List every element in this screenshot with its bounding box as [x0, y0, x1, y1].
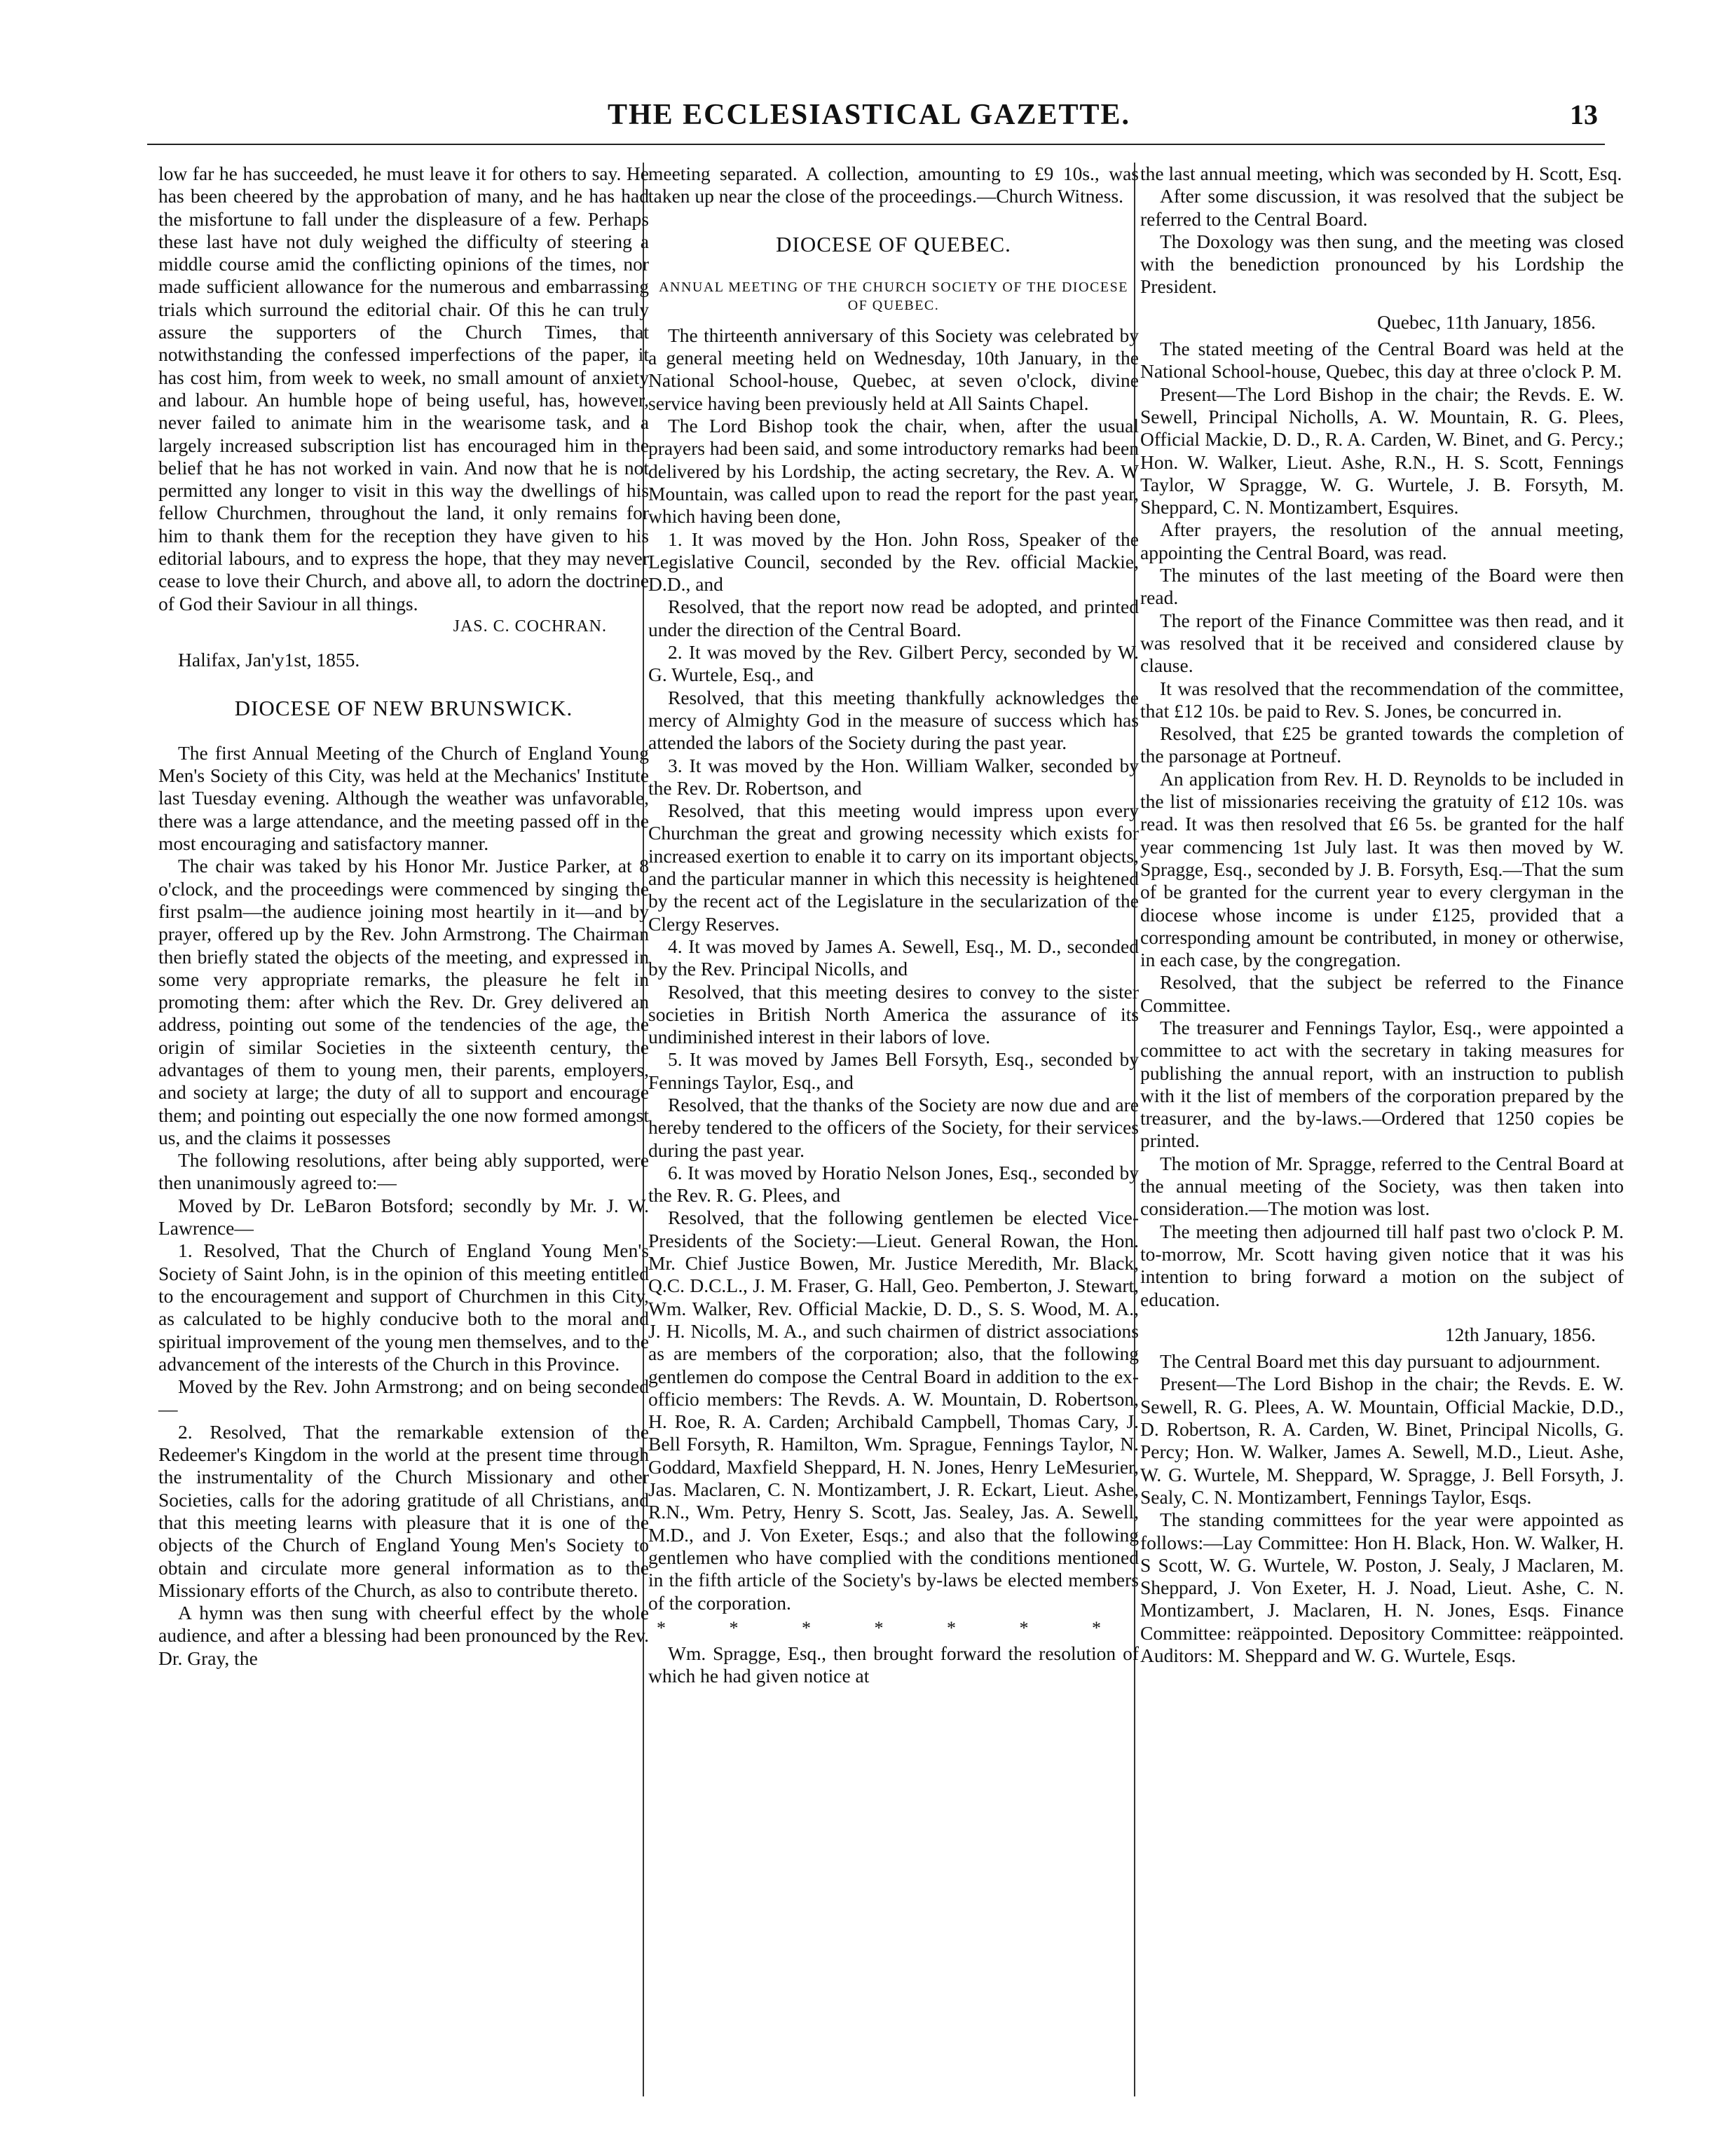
article-paragraph: 5. It was moved by James Bell Forsyth, Esq., seconded by Fennings Taylor, Esq., and	[648, 1048, 1139, 1093]
article-paragraph: After prayers, the resolution of the annual meeting, appointing the Central Board, was read.	[1140, 519, 1624, 563]
article-paragraph: meeting separated. A collection, amounting to £9 10s., was taken up near the close of the proceedings.—Church Witness.	[648, 163, 1139, 207]
article-paragraph: Moved by Dr. LeBaron Botsford; secondly by Mr. J. W. Lawrence—	[158, 1194, 649, 1240]
article-paragraph: low far he has succeeded, he must leave it for others to say. He has been cheered by the approbation of many, and he has had the misfortune to fall under the displeasure of a few. Perhaps these last have not duly weighed the difficulty of steering a middle course amid the conflicting opinions of the times, nor made sufficient allowance for the numerous and embarrassing trials which surround the editorial chair. Of this he can truly assure the supporters of the Church Times, that notwithstanding the confessed imperfections of the paper, it has cost him, from week to week, no small amount of anxiety and labour. An humble hope of being useful, has, however, never failed to animate him in the wearisome task, and a largely increased subscription list has encouraged him in the belief that he has not worked in vain. And now that he is not permitted any longer to visit in this way the dwellings of his fellow Churchmen, throughout the land, it only remains for him to thank them for the reception they have given to his editorial labours, and to express the hope, that they may never cease to love their Church, and above all, to adorn the doctrine of God their Saviour in all things.	[158, 163, 649, 614]
article-paragraph: Resolved, that £25 be granted towards the completion of the parsonage at Portneuf.	[1140, 722, 1624, 767]
newspaper-title: THE ECCLESIASTICAL GAZETTE.	[607, 99, 1131, 131]
article-paragraph: The standing committees for the year were appointed as follows:—Lay Committee: Hon H. Black, Hon. W. Walker, H. S Scott, W. G. Wurtele, W. Poston, J. Sealy, J Maclaren, M. Sheppard, J. Von Exeter, H. J. Noad, Lieut. Ashe, C. N. Montizambert, J. Maclaren, H. N. Jones, Esqs. Finance Committee: reäppointed. Depository Committee: reäppointed. Auditors: M. Sheppard and W. G. Wurtele, Esqs.	[1140, 1509, 1624, 1666]
page-header	[140, 98, 1598, 140]
column-2	[648, 163, 1139, 1688]
article-paragraph: A hymn was then sung with cheerful effect by the whole audience, and after a blessing had been pronounced by the Rev. Dr. Gray, the	[158, 1602, 649, 1669]
article-paragraph: Resolved, that the following gentlemen be elected Vice-Presidents of the Society:—Lieut. General Rowan, the Hon. Mr. Chief Justice Bowen, Mr. Justice Meredith, Mr. Black, Q.C. D.C.L., J. M. Fraser, G. Hall, Geo. Pemberton, J. Stewart, Wm. Walker, Rev. Official Mackie, D. D., S. S. Wood, M. A., J. H. Nicolls, M. A., and such chairmen of district associations as are members of the corporation; also, that the following gentlemen do compose the Central Board in addition to the ex-officio members: The Revds. A. W. Mountain, D. Robertson, H. Roe, R. A. Carden; Archibald Campbell, Thomas Cary, J. Bell Forsyth, R. Hamilton, Wm. Sprague, Fennings Taylor, N. Goddard, Maxfield Sheppard, H. N. Jones, Henry LeMesurier, Jas. Maclaren, C. N. Montizambert, J. R. Eckart, Lieut. Ashe, R.N., Wm. Petry, Henry S. Scott, Jas. Sealey, Jas. A. Sewell, M.D., and J. Von Exeter, Esqs.; and also that the following gentlemen who have complied with the conditions mentioned in the fifth article of the Society's by-laws be elected members of the corporation.	[648, 1207, 1139, 1614]
article-paragraph: Resolved, that the report now read be adopted, and printed under the direction of the Central Board.	[648, 596, 1139, 640]
article-paragraph: 2. It was moved by the Rev. Gilbert Percy, seconded by W. G. Wurtele, Esq., and	[648, 641, 1139, 686]
article-paragraph: Resolved, that the thanks of the Society are now due and are hereby tendered to the officers of the Society, for their services during the past year.	[648, 1093, 1139, 1161]
article-paragraph: Present—The Lord Bishop in the chair; the Revds. E. W. Sewell, Principal Nicholls, A. W. Mountain, R. G. Plees, Official Mackie, D. D., R. A. Carden, W. Binet, and G. Percy.; Hon. W. Walker, Lieut. Ashe, R.N., H. S. Scott, Fennings Taylor, W Spragge, W. G. Wurtele, J. B. Forsyth, M. Sheppard, C. N. Montizambert, Esquires.	[1140, 383, 1624, 519]
article-paragraph: Resolved, that this meeting thankfully acknowledges the mercy of Almighty God in the measure of success which has attended the labors of the Society during the past year.	[648, 686, 1139, 754]
page-number: 13	[1570, 99, 1598, 130]
section-heading: DIOCESE OF QUEBEC.	[776, 231, 1011, 256]
article-paragraph: The following resolutions, after being ably supported, were then unanimously agreed to:—	[158, 1149, 649, 1194]
article-paragraph: The motion of Mr. Spragge, referred to the Central Board at the annual meeting of the Society, was then taken into consideration.—The motion was lost.	[1140, 1152, 1624, 1220]
column-3	[1140, 163, 1624, 1667]
article-paragraph: The thirteenth anniversary of this Society was celebrated by a general meeting held on Wednesday, 10th January, in the National School-house, Quebec, at seven o'clock, divine service having been previously held at All Saints Chapel.	[648, 324, 1139, 414]
article-paragraph: Moved by the Rev. John Armstrong; and on being seconded—	[158, 1375, 649, 1420]
article-paragraph: 6. It was moved by Horatio Nelson Jones, Esq., seconded by the Rev. R. G. Plees, and	[648, 1161, 1139, 1207]
article-paragraph: The minutes of the last meeting of the Board were then read.	[1140, 564, 1624, 609]
article-paragraph: After some discussion, it was resolved that the subject be referred to the Central Board.	[1140, 185, 1624, 230]
article-paragraph: Resolved, that the subject be referred to the Finance Committee.	[1140, 971, 1624, 1016]
article-paragraph: The Lord Bishop took the chair, when, after the usual prayers had been said, and some introductory remarks had been delivered by his Lordship, the acting secretary, the Rev. A. W Mountain, was called upon to read the report for the past year, which having been done,	[648, 415, 1139, 528]
article-paragraph: It was resolved that the recommendation of the committee, that £12 10s. be paid to Rev. S. Jones, be concurred in.	[1140, 677, 1624, 722]
article-paragraph: The stated meeting of the Central Board was held at the National School-house, Quebec, this day at three o'clock P. M.	[1140, 338, 1624, 383]
article-paragraph: the last annual meeting, which was seconded by H. Scott, Esq.	[1140, 163, 1622, 184]
signature: JAS. C. COCHRAN.	[453, 617, 607, 636]
article-paragraph: The report of the Finance Committee was then read, and it was resolved that it be received and considered clause by clause.	[1140, 609, 1624, 677]
article-paragraph: 4. It was moved by James A. Sewell, Esq., M. D., seconded by the Rev. Principal Nicolls, and	[648, 935, 1139, 980]
article-paragraph: The first Annual Meeting of the Church of England Young Men's Society of this City, was held at the Mechanics' Institute last Tuesday evening. Although the weather was unfavorable, there was a large attendance, and the meeting passed off in the most encouraging and satisfactory manner.	[158, 741, 649, 855]
dateline: 12th January, 1856.	[1444, 1323, 1596, 1345]
article-paragraph: The chair was taked by his Honor Mr. Justice Parker, at 8 o'clock, and the proceedings were commenced by singing the first psalm—the audience joining most heartily in it—and by prayer, offered up by the Rev. John Armstrong. The Chairman then briefly stated the objects of the meeting, and expressed in some very appropriate remarks, the pleasure he felt in promoting them: after which the Rev. Dr. Grey delivered an address, pointing out some of the tendencies of the age, the origin of similar Societies in the sixteenth century, the advantages of them to young men, their parents, employers, and society at large; the duty of all to support and encourage them; and pointing out especially the one now formed amongst us, and the claims it possesses	[158, 855, 649, 1148]
article-paragraph: The Doxology was then sung, and the meeting was closed with the benediction pronounced by his Lordship the President.	[1140, 230, 1624, 298]
section-heading: DIOCESE OF NEW BRUNSWICK.	[234, 695, 573, 720]
article-paragraph: The Central Board met this day pursuant to adjournment.	[1160, 1350, 1601, 1373]
article-paragraph: Wm. Spragge, Esq., then brought forward the resolution of which he had given notice at	[648, 1642, 1139, 1687]
article-paragraph: Present—The Lord Bishop in the chair; the Revds. E. W. Sewell, R. G. Plees, A. W. Mountain, Official Mackie, D.D., D. Robertson, R. A. Carden, W. Binet, Principal Nicolls, G. Percy; Hon. W. Walker, James A. Sewell, M.D., Lieut. Ashe, W. G. Wurtele, M. Sheppard, W. Spragge, J. Bell Forsyth, J. Sealy, C. N. Montizambert, Fennings Taylor, Esqs.	[1140, 1373, 1624, 1508]
article-paragraph: 2. Resolved, That the remarkable extension of the Redeemer's Kingdom in the world at the present time through the instrumentality of the Church Missionary and other Societies, calls for the adoring gratitude of all Christians, and that this meeting learns with pleasure that it is one of the objects of the Church of England Young Men's Society to obtain and circulate more general information as to the Missionary efforts of the Church, as also to contribute thereto.	[158, 1420, 649, 1601]
article-paragraph: The treasurer and Fennings Taylor, Esq., were appointed a committee to act with the secretary in taking measures for publishing the annual report, with an instruction to publish with it the list of members of the corporation prepared by the treasurer, and the by-laws.—Ordered that 1250 copies be printed.	[1140, 1016, 1624, 1152]
asterism-divider: * * * * * * *	[657, 1617, 1130, 1638]
section-subheading: ANNUAL MEETING OF THE CHURCH SOCIETY OF THE DIOCESE OF QUEBEC.	[659, 279, 1128, 313]
header-rule	[147, 144, 1605, 145]
article-paragraph: 3. It was moved by the Hon. William Walker, seconded by the Rev. Dr. Robertson, and	[648, 754, 1139, 799]
article-paragraph: Resolved, that this meeting desires to convey to the sister societies in British North America the assurance of its undiminished interest in their labors of love.	[648, 980, 1139, 1048]
dateline: Quebec, 11th January, 1856.	[1377, 310, 1596, 333]
article-paragraph: The meeting then adjourned till half past two o'clock P. M. to-morrow, Mr. Scott having given notice that it was his intention to bring forward a motion on the subject of education.	[1140, 1220, 1624, 1310]
article-paragraph: Resolved, that this meeting would impress upon every Churchman the great and growing necessity which exists for increased exertion to enable it to carry on its important objects, and the particular manner in which this necessity is heightened by the recent act of the Legislature in the secularization of the Clergy Reserves.	[648, 799, 1139, 935]
dateline: Halifax, Jan'y1st, 1855.	[178, 649, 360, 671]
article-paragraph: 1. Resolved, That the Church of England Young Men's Society of Saint John, is in the opinion of this meeting entitled to the encouragement and support of Churchmen in this City, as calculated to be highly conducive both to the moral and spiritual improvement of the young men themselves, and to the advancement of the interests of the Church in this Province.	[158, 1240, 649, 1375]
article-paragraph: 1. It was moved by the Hon. John Ross, Speaker of the Legislative Council, seconded by the Rev. official Mackie, D.D., and	[648, 528, 1139, 596]
column-1	[158, 163, 649, 1670]
article-paragraph: An application from Rev. H. D. Reynolds to be included in the list of missionaries receiving the gratuity of £12 10s. was read. It was then resolved that £6 5s. be granted for the half year commencing 1st July last. It was then moved by W. Spragge, Esq., seconded by J. B. Forsyth, Esq.—That the sum of be granted for the current year to every clergyman in the diocese whose income is under £125, provided that a corresponding amount be contributed, in money or otherwise, in each case, by the congregation.	[1140, 767, 1624, 971]
